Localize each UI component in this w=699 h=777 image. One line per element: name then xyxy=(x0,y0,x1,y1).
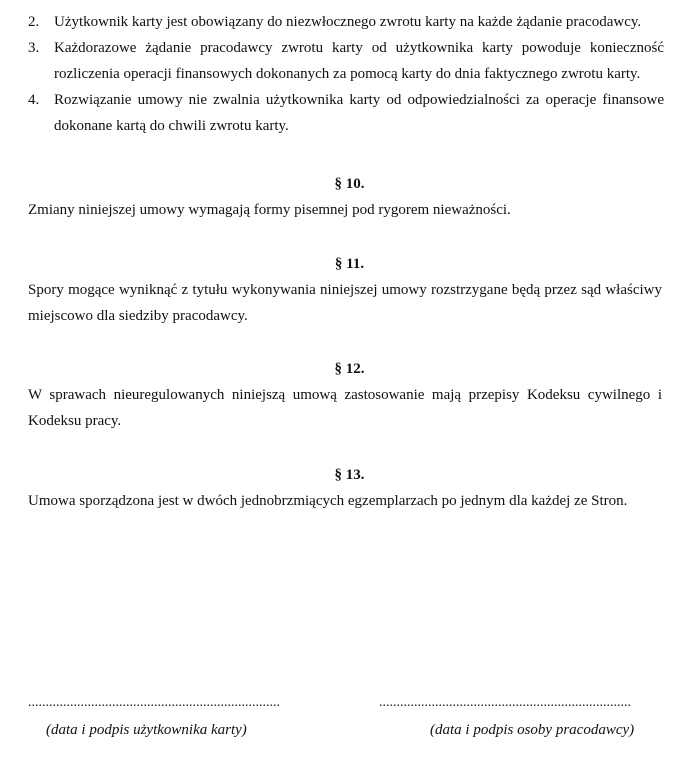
list-item-number: 2. xyxy=(28,14,40,30)
section-heading-11: § 11. xyxy=(334,256,365,272)
list-item-text: Rozwiązanie umowy nie zwalnia użytkownika karty od odpowiedzialności za operacje finansowe dokonane kartą do chwili zwrotu karty. xyxy=(54,92,664,134)
section-heading-12: § 12. xyxy=(334,361,365,377)
signature-caption-right: (data i podpis osoby pracodawcy) xyxy=(430,722,635,738)
list-item-text: Każdorazowe żądanie pracodawcy zwrotu karty od użytkownika karty powoduje konieczność rozliczenia operacji finansowych dokonanych za pomocą karty do dnia faktycznego zwrotu karty. xyxy=(54,40,664,82)
section-text-12: W sprawach nieuregulowanych niniejszą umową zastosowanie mają przepisy Kodeksu cywilnego i Kodeksu pracy. xyxy=(28,387,662,429)
section-heading-10: § 10. xyxy=(334,176,365,192)
section-text-11: Spory mogące wyniknąć z tytułu wykonywania niniejszej umowy rozstrzygane będą przez sąd właściwy miejscowo dla siedziby pracodawcy. xyxy=(28,282,662,324)
signature-line-left: ........................................................................ xyxy=(28,695,280,710)
list-item xyxy=(28,35,664,87)
list-item xyxy=(28,9,664,35)
numbered-list xyxy=(28,9,664,139)
section-heading-13: § 13. xyxy=(334,467,365,483)
list-item-text: Użytkownik karty jest obowiązany do niezwłocznego zwrotu karty na każde żądanie pracodawcy. xyxy=(54,14,642,30)
list-item-number: 3. xyxy=(28,40,40,56)
signature-caption-left: (data i podpis użytkownika karty) xyxy=(46,722,247,738)
signature-line-right: ........................................................................ xyxy=(379,695,631,710)
list-item xyxy=(28,87,664,139)
list-item-number: 4. xyxy=(28,92,40,108)
section-text-13: Umowa sporządzona jest w dwóch jednobrzmiących egzemplarzach po jednym dla każdej ze Stron. xyxy=(28,493,628,509)
section-text-10: Zmiany niniejszej umowy wymagają formy pisemnej pod rygorem nieważności. xyxy=(28,202,511,218)
